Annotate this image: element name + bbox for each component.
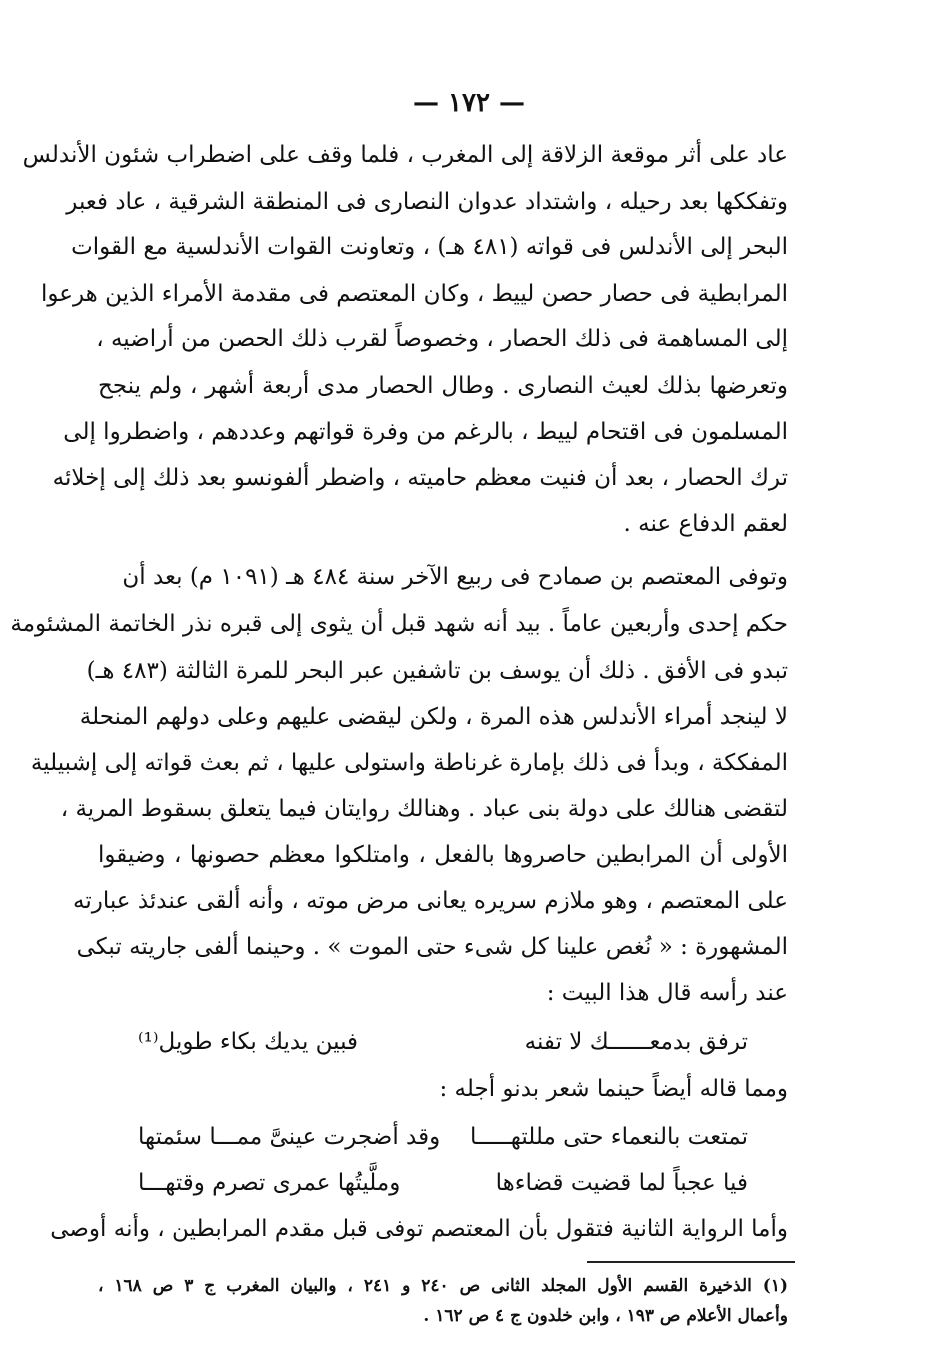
verse-hemistich-right: فيا عجباً لما قضيت قضاءها: [495, 1170, 748, 1196]
verse-intro: ومما قاله أيضاً حينما شعر بدنو أجله :: [439, 1076, 788, 1102]
verse-hemistich-left: وملَّيتُها عمرى تصرم وقتهـــا: [138, 1170, 401, 1196]
paragraph-2-line: لتقضى هنالك على دولة بنى عباد . وهنالك روايتان فيما يتعلق بسقوط المرية ،: [60, 796, 788, 822]
footnote-line: وأعمال الأعلام ص ١٩٣ ، وابن خلدون ج ٤ ص ١٦٢ .: [423, 1306, 788, 1326]
paragraph-2-line: على المعتصم ، وهو ملازم سريره يعانى مرض موته ، وأنه ألقى عندئذ عبارته: [73, 888, 788, 914]
paragraph-3-line: وأما الرواية الثانية فتقول بأن المعتصم توفى قبل مقدم المرابطين ، وأنه أوصى: [50, 1216, 788, 1242]
verse-hemistich-right: تمتعت بالنعماء حتى مللتهـــــا: [470, 1124, 748, 1150]
paragraph-2-line: الأولى أن المرابطين حاصروها بالفعل ، وامتلكوا معظم حصونها ، وضيقوا: [98, 842, 788, 868]
paragraph-2-line: وتوفى المعتصم بن صمادح فى ربيع الآخر سنة ٤٨٤ هـ (١٠٩١ م) بعد أن: [122, 564, 788, 590]
paragraph-2-line: المفككة ، وبدأ فى ذلك بإمارة غرناطة واستولى عليها ، ثم بعث قواته إلى إشبيلية: [30, 750, 788, 776]
verse-hemistich-left: فبين يديك بكاء طويل⁽¹⁾: [138, 1029, 359, 1055]
paragraph-2-line: لا لينجد أمراء الأندلس هذه المرة ، ولكن ليقضى عليهم وعلى دولهم المنحلة: [79, 704, 788, 730]
paragraph-1-line: إلى المساهمة فى ذلك الحصار ، وخصوصاً لقرب ذلك الحصن من أراضيه ،: [96, 326, 788, 352]
paragraph-1-line: البحر إلى الأندلس فى قواته (٤٨١ هـ) ، وتعاونت القوات الأندلسية مع القوات: [71, 234, 788, 260]
verse-line: [138, 1120, 748, 1154]
verse-line: [138, 1025, 748, 1059]
verse-line: [138, 1166, 748, 1200]
footnote-line: (١) الذخيرة القسم الأول المجلد الثانى ص ٢٤٠ و ٢٤١ ، والبيان المغرب ج ٣ ص ١٦٨ ،: [98, 1276, 789, 1296]
paragraph-1-line: وتفككها بعد رحيله ، واشتداد عدوان النصارى فى المنطقة الشرقية ، عاد فعبر: [66, 189, 788, 215]
verse-hemistich-right: ترفق بدمعــــــك لا تفنه: [524, 1029, 748, 1055]
verse-hemistich-left: وقد أضجرت عينىَّ ممـــا سئمتها: [138, 1124, 441, 1150]
paragraph-2-line: المشهورة : « نُغص علينا كل شىء حتى الموت » . وحينما ألفى جاريته تبكى: [76, 934, 788, 960]
page-number: — ١٧٢ —: [412, 88, 526, 118]
paragraph-1-line: لعقم الدفاع عنه .: [623, 511, 788, 537]
paragraph-1-line: المسلمون فى اقتحام لييط ، بالرغم من وفرة قواتهم وعددهم ، واضطروا إلى: [63, 419, 788, 445]
paragraph-2-line: عند رأسه قال هذا البيت :: [546, 980, 788, 1006]
paragraph-1-line: المرابطية فى حصار حصن لييط ، وكان المعتصم فى مقدمة الأمراء الذين هرعوا: [40, 281, 788, 307]
paragraph-2-line: حكم إحدى وأربعين عاماً . بيد أنه شهد قبل أن يثوى إلى قبره نذر الخاتمة المشئومة: [10, 611, 788, 637]
paragraph-2-line: تبدو فى الأفق . ذلك أن يوسف بن تاشفين عبر البحر للمرة الثالثة (٤٨٣ هـ): [86, 658, 788, 684]
paragraph-1-line: عاد على أثر موقعة الزلاقة إلى المغرب ، فلما وقف على اضطراب شئون الأندلس: [22, 142, 788, 168]
paragraph-1-line: وتعرضها بذلك لعيث النصارى . وطال الحصار مدى أربعة أشهر ، ولم ينجح: [98, 373, 788, 399]
paragraph-1-line: ترك الحصار ، بعد أن فنيت معظم حاميته ، واضطر ألفونسو بعد ذلك إلى إخلائه: [52, 465, 788, 491]
footnote-divider: [587, 1261, 795, 1263]
